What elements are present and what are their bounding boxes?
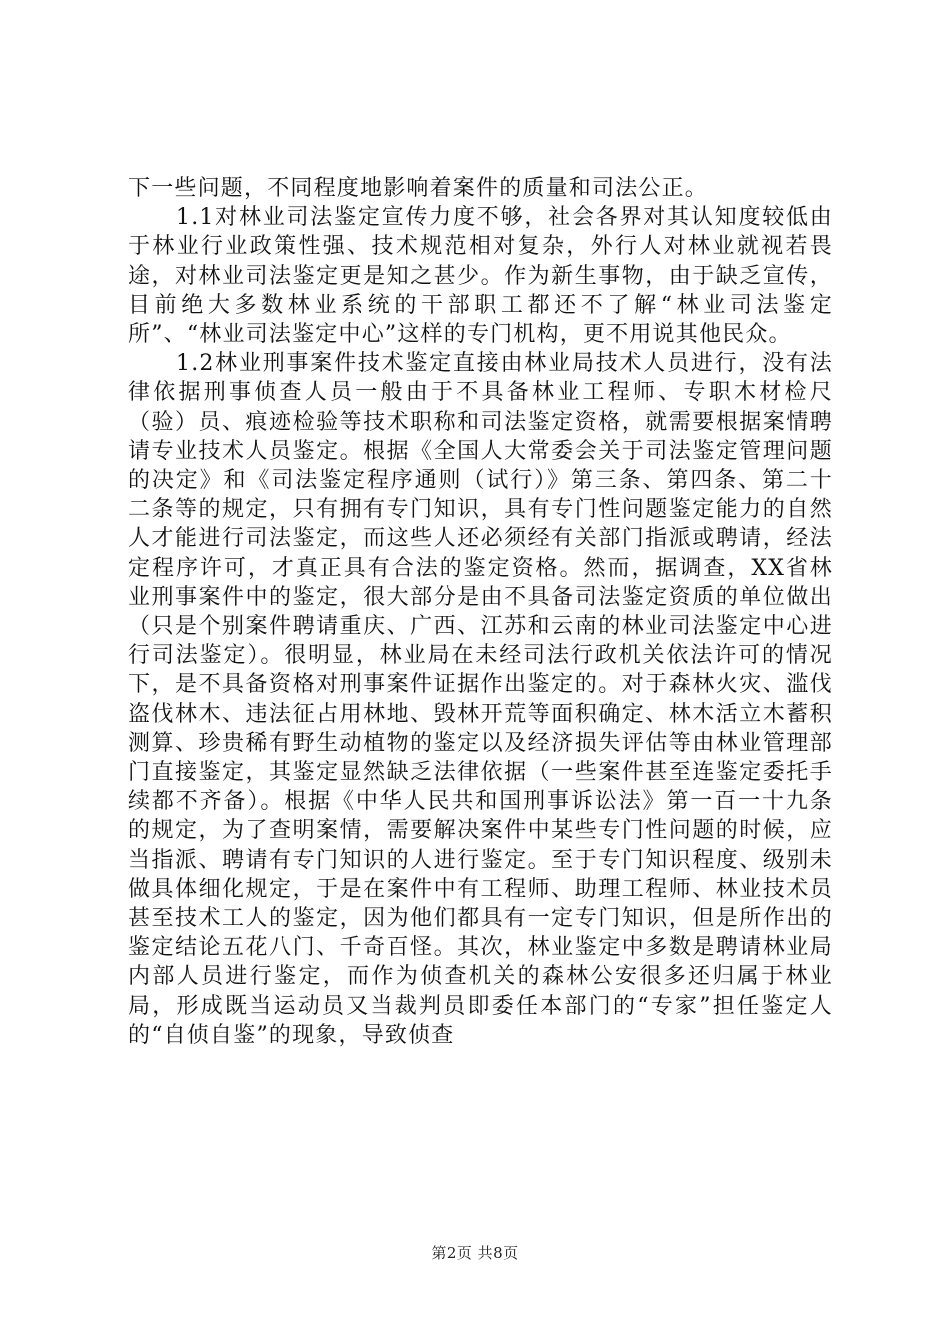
paragraph-section-1-2: 1.2林业刑事案件技术鉴定直接由林业局技术人员进行，没有法律依据刑事侦查人员一般由于不具备林业工程师、专职木材检尺（验）员、痕迹检验等技术职称和司法鉴定资格，就需要根据案情聘请专业技术人员鉴定。根据《全国人大常委会关于司法鉴定管理问题的决定》和《司法鉴定程序通则（试行）》第三条、第四条、第二十二条等的规定，只有拥有专门知识，具有专门性问题鉴定能力的自然人才能进行司法鉴定，而这些人还必须经有关部门指派或聘请，经法定程序许可，才真正具有合法的鉴定资格。然而，据调查，XX省林业刑事案件中的鉴定，很大部分是由不具备司法鉴定资质的单位做出（只是个别案件聘请重庆、广西、江苏和云南的林业司法鉴定中心进行司法鉴定）。很明显，林业局在未经司法行政机关依法许可的情况下，是不具备资格对刑事案件证据作出鉴定的。对于森林火灾、滥伐盗伐林木、违法征占用林地、毁林开荒等面积确定、林木活立木蓄积测算、珍贵稀有野生动植物的鉴定以及经济损失评估等由林业管理部门直接鉴定，其鉴定显然缺乏法律依据（一些案件甚至连鉴定委托手续都不齐备）。根据《中华人民共和国刑事诉讼法》第一百一十九条的规定，为了查明案情，需要解决案件中某些专门性问题的时候，应当指派、聘请有专门知识的人进行鉴定。至于专门知识程度、级别未做具体细化规定，于是在案件中有工程师、助理工程师、林业技术员甚至技术工人的鉴定，因为他们都具有一定专门知识，但是所作出的鉴定结论五花八门、千奇百怪。其次，林业鉴定中多数是聘请林业局内部人员进行鉴定，而作为侦查机关的森林公安很多还归属于林业局，形成既当运动员又当裁判员即委任本部门的“专家”担任鉴定人的“自侦自鉴”的现象，导致侦查 xyxy=(128,351,833,1048)
page-footer: 第2页 共8页 xyxy=(431,1244,519,1262)
document-body xyxy=(128,174,833,1050)
paragraph-section-1-1: 1.1对林业司法鉴定宣传力度不够，社会各界对其认知度较低由于林业行业政策性强、技术规范相对复杂，外行人对林业就视若畏途，对林业司法鉴定更是知之甚少。作为新生事物，由于缺乏宣传，目前绝大多数林业系统的干部职工都还不了解“林业司法鉴定所”、“林业司法鉴定中心”这样的专门机构，更不用说其他民众。 xyxy=(128,205,833,348)
paragraph-continuation: 下一些问题，不同程度地影响着案件的质量和司法公正。 xyxy=(128,176,709,201)
